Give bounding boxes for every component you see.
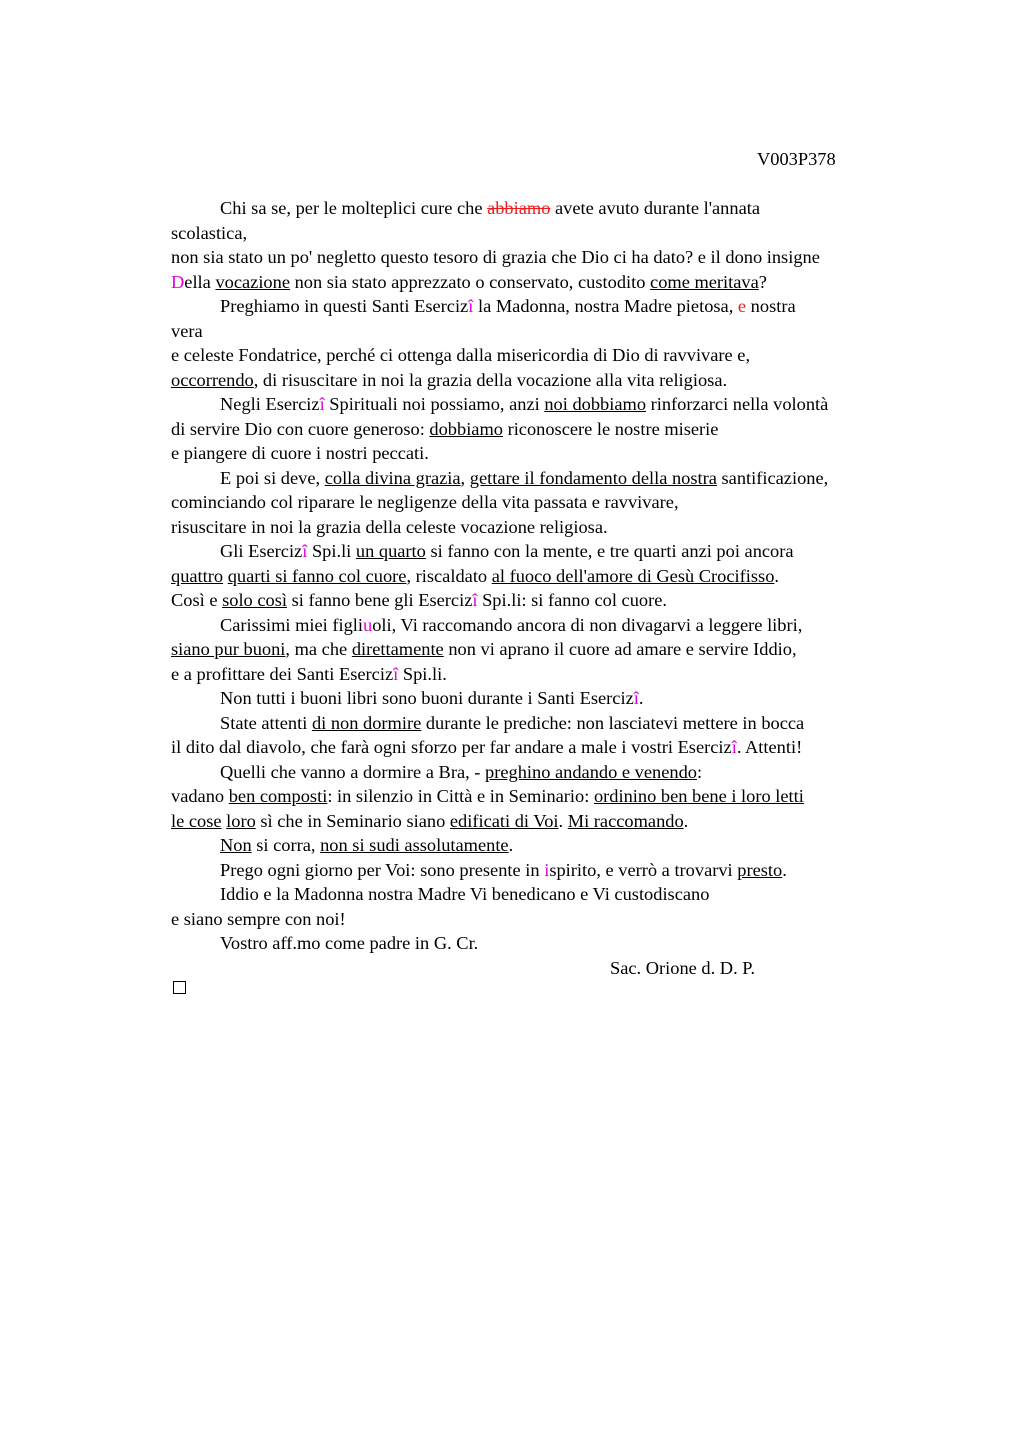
inserted-letter: î (468, 296, 474, 316)
inserted-letter: D (171, 271, 185, 292)
text-line: di servire Dio con cuore generoso: dobbiamo riconoscere le nostre miserie (171, 418, 719, 439)
underlined-phrase: preghino andando e venendo (485, 761, 697, 782)
text-line: Carissimi miei figliuoli, Vi raccomando ancora di non divagarvi a leggere libri, (220, 614, 803, 635)
inserted-letter: u (363, 614, 373, 635)
underlined-phrase: siano pur buoni (171, 639, 286, 659)
underlined-phrase: ordinino ben bene i loro letti (593, 786, 804, 806)
underlined-phrase: Mi raccomando (567, 810, 684, 831)
text-line: Della vocazione non sia stato apprezzato o conservato, custodito come meritava? (171, 271, 767, 292)
underlined-phrase: noi dobbiamo (544, 394, 647, 414)
text-line: Chi sa se, per le molteplici cure che abbiamo avete avuto durante l'annata (220, 198, 761, 218)
checkbox-glyph-icon (173, 981, 186, 994)
underlined-phrase: Non (220, 835, 252, 855)
text-line: Così e solo così si fanno bene gli Esercizî Spi.li: si fanno col cuore. (171, 590, 667, 610)
text-line: Gli Esercizî Spi.li un quarto si fanno con la mente, e tre quarti anzi poi ancora (220, 541, 794, 561)
text-line: Preghiamo in questi Santi Esercizî la Madonna, nostra Madre pietosa, e nostra (220, 296, 796, 316)
underlined-phrase: dobbiamo (429, 418, 503, 439)
underlined-phrase: presto (737, 859, 783, 880)
text-line: vera (171, 320, 203, 341)
underlined-phrase: di non dormire (311, 712, 422, 733)
text-line: E poi si deve, colla divina grazia, gettare il fondamento della nostra santificazione, (220, 467, 829, 488)
text-line: Prego ogni giorno per Voi: sono presente in ispirito, e verrò a trovarvi presto. (220, 859, 787, 880)
inserted-letter: î (731, 737, 737, 757)
text-line: risuscitare in noi la grazia della celeste vocazione religiosa. (171, 516, 608, 537)
letter-body (171, 196, 911, 980)
text-line: scolastica, (171, 222, 248, 243)
text-line: Quelli che vanno a dormire a Bra, - preghino andando e venendo: (220, 761, 703, 782)
underlined-phrase: solo così (222, 590, 287, 610)
text-line: siano pur buoni, ma che direttamente non vi aprano il cuore ad amare e servire Iddio, (171, 639, 797, 659)
underlined-phrase: loro (226, 810, 256, 831)
underlined-phrase: quattro (171, 565, 224, 586)
text-line: occorrendo, di risuscitare in noi la grazia della vocazione alla vita religiosa. (171, 369, 728, 390)
inserted-word: e (737, 296, 747, 316)
text-line: Iddio e la Madonna nostra Madre Vi benedicano e Vi custodiscano (220, 884, 710, 904)
text-line: State attenti di non dormire durante le prediche: non lasciatevi mettere in bocca (220, 712, 805, 733)
text-line: Non tutti i buoni libri sono buoni durante i Santi Esercizî. (220, 688, 644, 708)
signature-line: Sac. Orione d. D. P. (610, 957, 756, 978)
underlined-phrase: ben composti (228, 786, 328, 806)
underlined-phrase: non si sudi assolutamente (320, 835, 509, 855)
text-line: Non si corra, non si sudi assolutamente. (220, 835, 514, 855)
text-line: e celeste Fondatrice, perché ci ottenga dalla misericordia di Dio di ravvivare e, (171, 345, 751, 365)
text-line: cominciando col riparare le negligenze della vita passata e ravvivare, (171, 492, 679, 512)
text-line: le cose loro sì che in Seminario siano edificati di Voi. Mi raccomando. (171, 810, 689, 831)
underlined-phrase: un quarto (355, 541, 426, 561)
text-line: vadano ben composti: in silenzio in Città e in Seminario: ordinino ben bene i loro letti (171, 786, 804, 806)
inserted-letter: î (472, 590, 478, 610)
text-line: il dito dal diavolo, che farà ogni sforzo per far andare a male i vostri Esercizî. Attenti! (171, 737, 803, 757)
text-line: Negli Esercizî Spirituali noi possiamo, anzi noi dobbiamo rinforzarci nella volontà (220, 394, 829, 414)
inserted-letter: î (633, 688, 639, 708)
text-line: non sia stato un po' negletto questo tesoro di grazia che Dio ci ha dato? e il dono insigne (171, 247, 820, 267)
text-line: e piangere di cuore i nostri peccati. (171, 443, 429, 463)
text-line: e siano sempre con noi! (171, 908, 346, 929)
inserted-letter: î (302, 541, 308, 561)
underlined-phrase: quarti si fanno col cuore (227, 565, 407, 586)
text-line: Vostro aff.mo come padre in G. Cr. (220, 933, 479, 953)
text-line: e a profittare dei Santi Esercizî Spi.li. (171, 663, 447, 684)
underlined-phrase: colla divina grazia (324, 467, 461, 488)
underlined-phrase: vocazione (215, 271, 290, 292)
document-reference: V003P378 (757, 149, 836, 169)
underlined-phrase: al fuoco dell'amore di Gesù Crocifisso (491, 565, 775, 586)
text-line: quattro quarti si fanno col cuore, riscaldato al fuoco dell'amore di Gesù Crocifisso. (171, 565, 780, 586)
underlined-phrase: occorrendo (171, 369, 254, 390)
underlined-phrase: gettare il fondamento della nostra (469, 467, 717, 488)
underlined-phrase: direttamente (351, 639, 444, 659)
underlined-phrase: le cose (171, 810, 222, 831)
inserted-letter: i (544, 859, 550, 880)
inserted-letter: î (393, 663, 399, 684)
underlined-phrase: come meritava (650, 271, 759, 292)
deleted-word: abbiamo (487, 198, 551, 218)
underlined-phrase: edificati di Voi (449, 810, 559, 831)
inserted-letter: î (319, 394, 325, 414)
